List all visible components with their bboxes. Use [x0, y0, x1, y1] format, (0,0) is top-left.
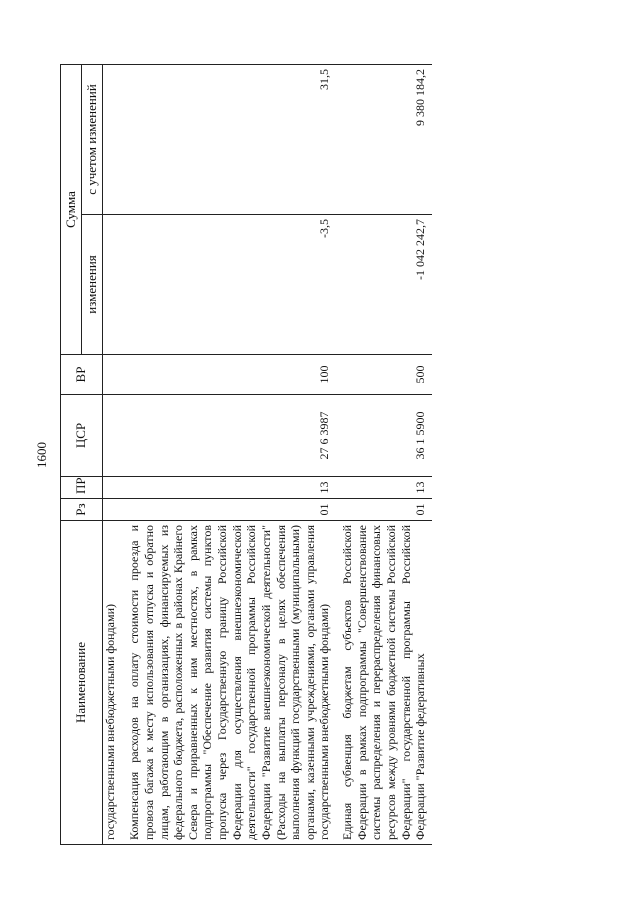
- page-number: 1600: [34, 442, 49, 468]
- row-pr: 13: [336, 477, 432, 499]
- table-row: [123, 65, 336, 845]
- header-s-uchetom: с учетом изменений: [81, 65, 102, 215]
- row-izmeneniya: -1 042 242,7: [336, 215, 432, 355]
- row-csr: 27 6 3987: [123, 395, 336, 477]
- row-s-uchetom: 9 380 184,2: [336, 65, 432, 215]
- header-pr: ПР: [61, 477, 103, 499]
- table-header: [61, 65, 103, 845]
- row-pr: 13: [123, 477, 336, 499]
- table-row-continuation: [102, 65, 123, 845]
- header-summa: Сумма: [61, 65, 82, 355]
- row-rz: 01: [336, 499, 432, 521]
- row-vr: 500: [336, 355, 432, 395]
- header-vr: ВР: [61, 355, 103, 395]
- header-rz: Рз: [61, 499, 103, 521]
- row-s-uchetom: 31,5: [123, 65, 336, 215]
- row-name: Единая субвенция бюджетам субъектов Российской Федерации в рамках подпрограммы "Совершенствование системы распределения и перераспределения финансовых ресурсов между уровнями бюджетной системы Российской Федерации" государственной программы Российской Федерации "Развитие федеративных: [336, 521, 432, 845]
- row-vr: 100: [123, 355, 336, 395]
- row-csr: 36 1 5900: [336, 395, 432, 477]
- row-name: Компенсация расходов на оплату стоимости проезда и провоза багажа к месту использования отпуска и обратно лицам, работающим в организациях, финансируемых из федерального бюджета, расположенных в районах Крайнего Севера и приравненных к ним местностях, в рамках подпрограммы "Обеспечение развития системы пунктов пропуска через Государственную границу Российской Федерации для осуществления внешнеэкономической деятельности" государственной программы Российской Федерации "Развитие внешнеэкономической деятельности" (Расходы на выплаты персоналу в целях обеспечения выполнения функций государственными (муниципальными) органами, казенными учреждениями, органами управления государственными внебюджетными фондами): [123, 521, 336, 845]
- header-csr: ЦСР: [61, 395, 103, 477]
- header-name: Наименование: [61, 521, 103, 845]
- row-izmeneniya: -3,5: [123, 215, 336, 355]
- table-row: [336, 65, 432, 845]
- header-izmeneniya: изменения: [81, 215, 102, 355]
- budget-table: [60, 64, 432, 845]
- rotated-document-page: [20, 65, 540, 845]
- continuation-text: государственными внебюджетными фондами): [102, 521, 123, 845]
- row-rz: 01: [123, 499, 336, 521]
